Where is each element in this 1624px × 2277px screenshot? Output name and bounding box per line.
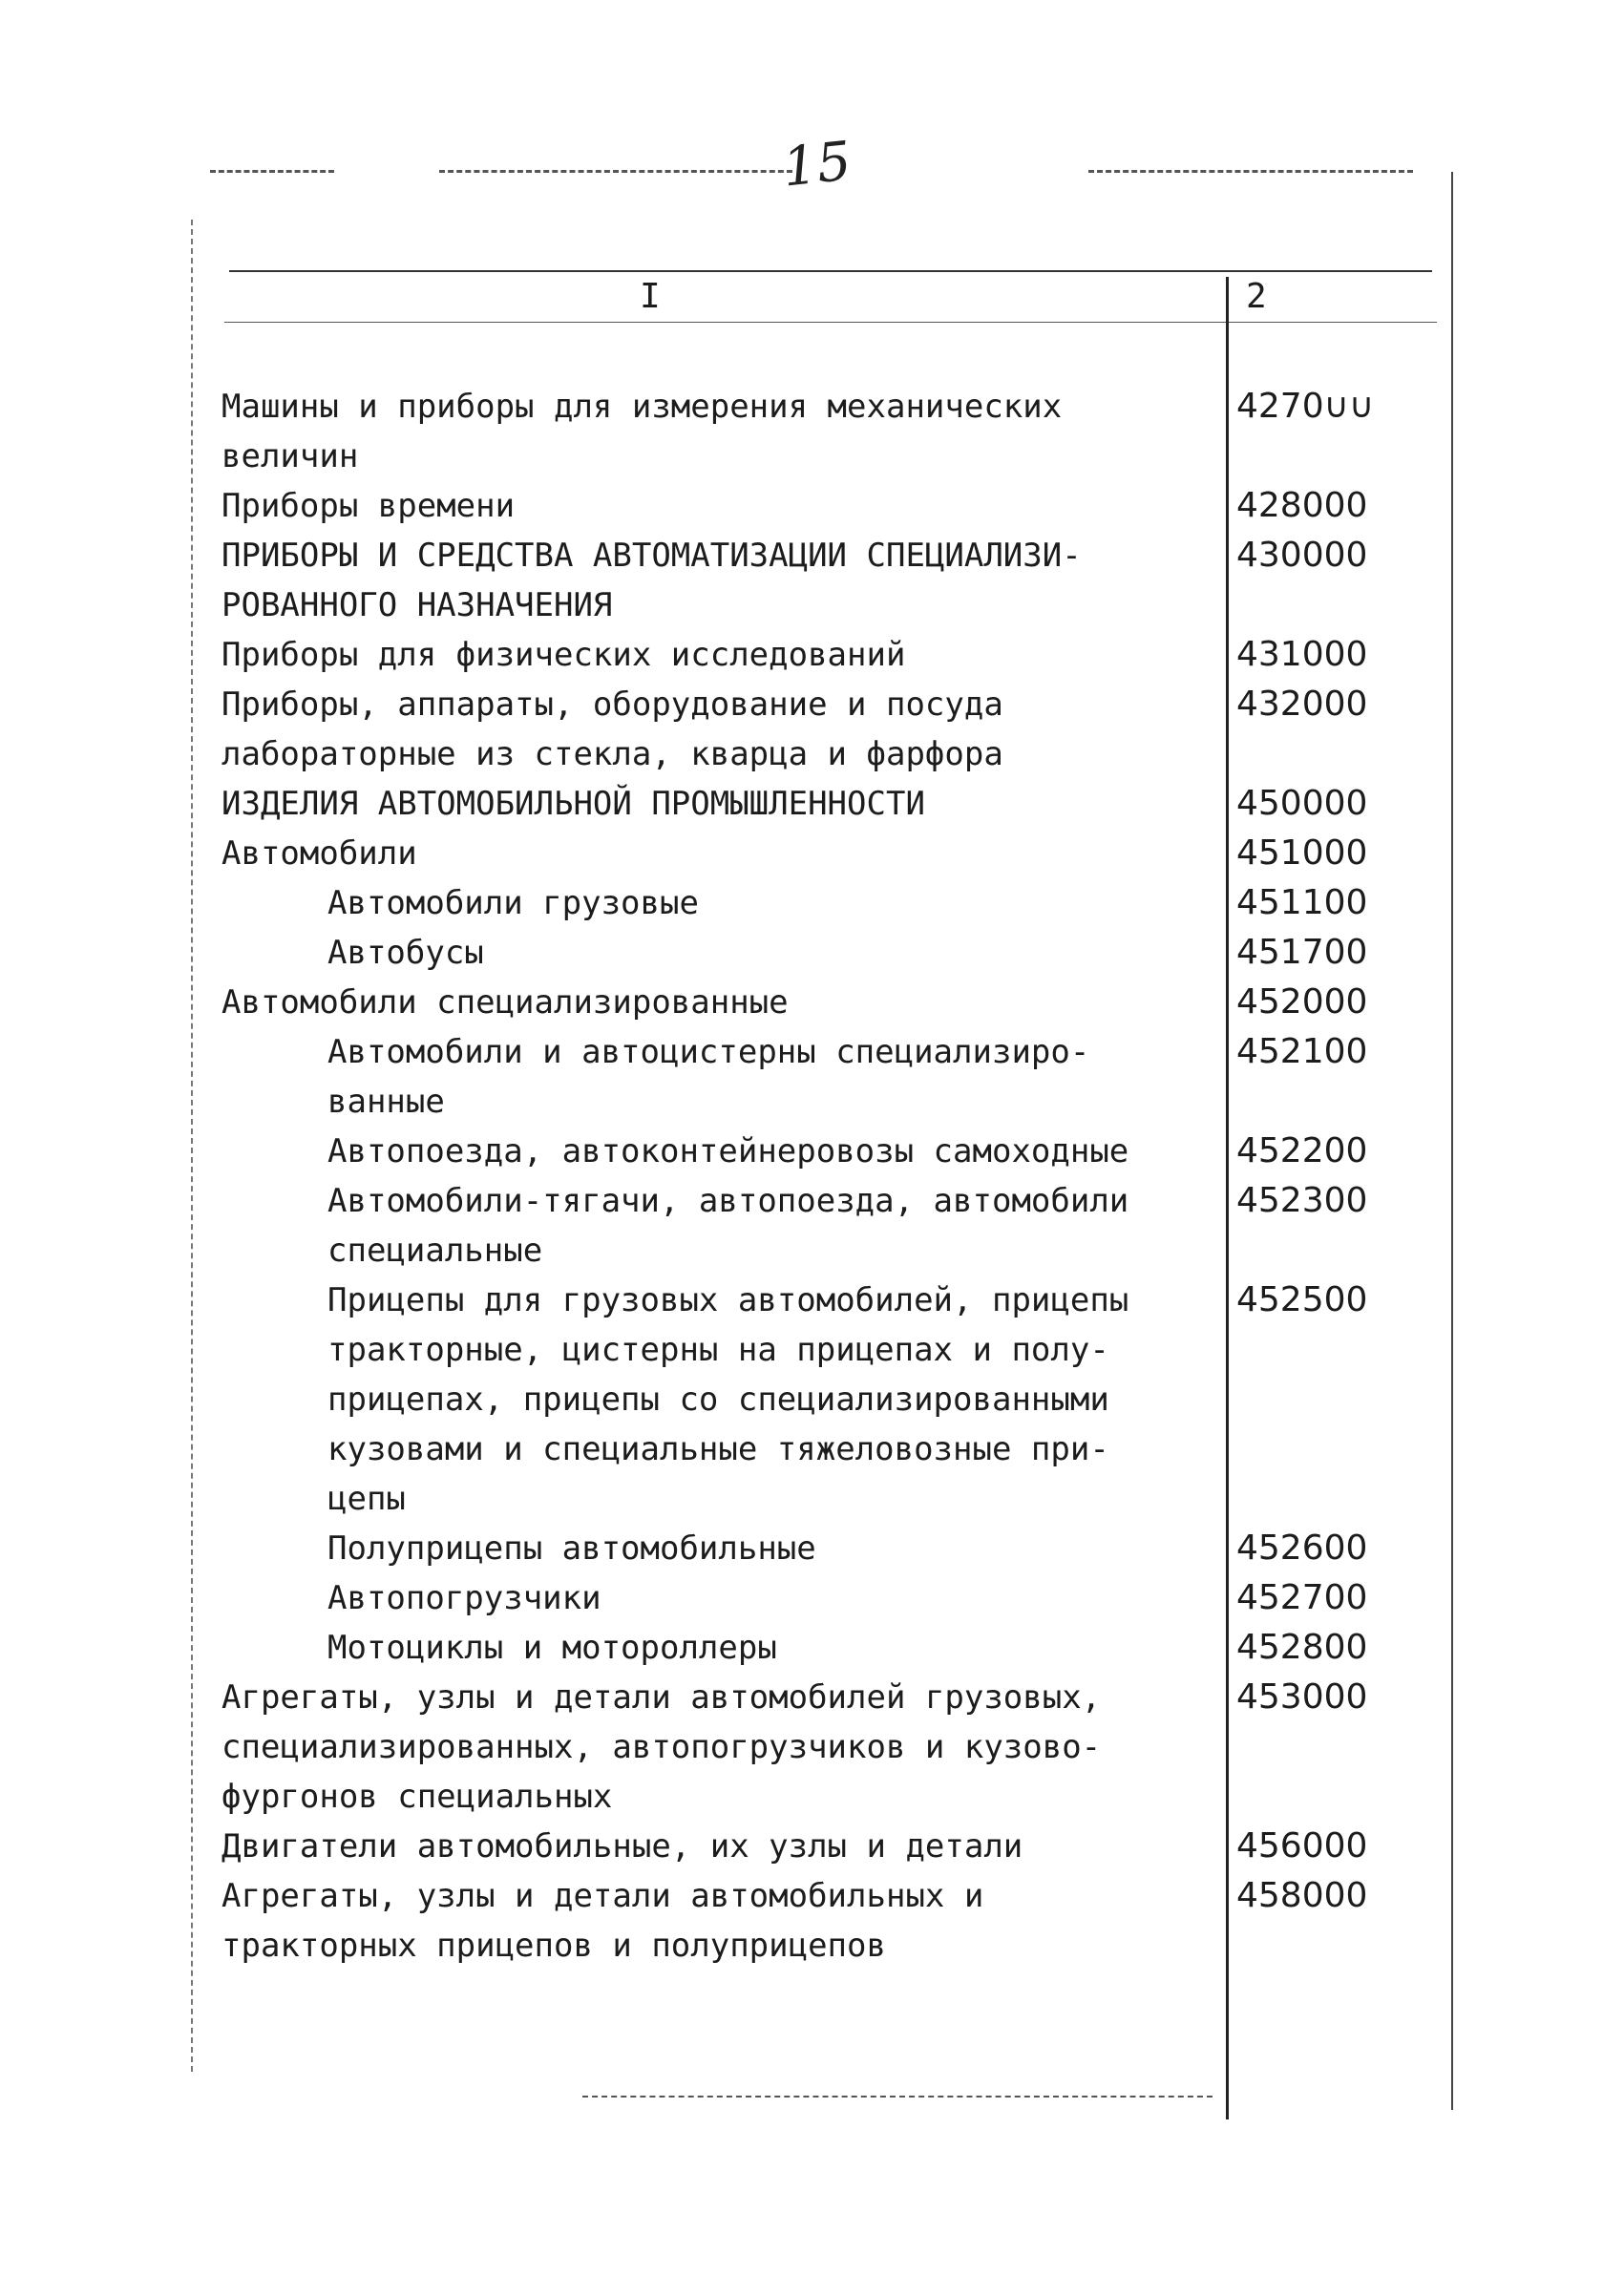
page-number: 15 xyxy=(779,130,854,200)
row-text: Полуприцепы автомобильные xyxy=(327,1529,816,1568)
header-bottom-rule xyxy=(224,322,1437,323)
row-text: Машины и приборы для измерения механических величин xyxy=(221,388,1063,475)
row-code: 452700 xyxy=(1236,1578,1368,1617)
row-text: Агрегаты, узлы и детали автомобильных и тракторных прицепов и полуприцепов xyxy=(221,1877,984,1965)
row-text: Автопогрузчики xyxy=(327,1579,601,1617)
left-margin-marks xyxy=(191,220,193,2072)
column-header-2: 2 xyxy=(1246,277,1267,316)
row-code: 458000 xyxy=(1236,1876,1368,1915)
row-code: 452000 xyxy=(1236,982,1368,1022)
row-text: Автобусы xyxy=(327,934,484,972)
table-top-rule xyxy=(229,270,1432,272)
row-code: 452800 xyxy=(1236,1628,1368,1667)
row-code: 428000 xyxy=(1236,486,1368,525)
row-code: 452200 xyxy=(1236,1131,1368,1170)
row-text: Автомобили и автоцистерны специализиро- ванные xyxy=(327,1033,1090,1121)
row-text: Автомобили xyxy=(221,834,417,873)
row-text: Автомобили грузовые xyxy=(327,884,699,922)
row-text: Автомобили специализированные xyxy=(221,983,789,1022)
row-code: 451700 xyxy=(1236,933,1368,972)
row-code: 452600 xyxy=(1236,1529,1368,1568)
row-text: Агрегаты, узлы и детали автомобилей грузовых, специализированных, автопогрузчиков и кузово- фургонов специальных xyxy=(221,1678,1102,1816)
row-code: 450000 xyxy=(1236,784,1368,823)
row-text: ИЗДЕЛИЯ АВТОМОБИЛЬНОЙ ПРОМЫШЛЕННОСТИ xyxy=(221,785,925,823)
right-edge-line xyxy=(1451,172,1453,2110)
row-code: 432000 xyxy=(1236,685,1368,724)
row-text: Мотоциклы и мотороллеры xyxy=(327,1629,777,1667)
top-dash xyxy=(1088,170,1413,173)
row-text: Прицепы для грузовых автомобилей, прицепы тракторные, цистерны на прицепах и полу- прицепах, прицепы со специализированными кузовами и специальные тяжеловозные при- цепы xyxy=(327,1281,1129,1518)
row-code: 451100 xyxy=(1236,883,1368,922)
row-text: Приборы для физических исследований xyxy=(221,636,906,674)
row-code: 453000 xyxy=(1236,1677,1368,1717)
row-text: ПРИБОРЫ И СРЕДСТВА АВТОМАТИЗАЦИИ СПЕЦИАЛИЗИ- РОВАННОГО НАЗНАЧЕНИЯ xyxy=(221,537,1082,624)
row-code: 452300 xyxy=(1236,1181,1368,1220)
row-code: 452500 xyxy=(1236,1280,1368,1319)
top-dash xyxy=(210,170,334,173)
row-text: Приборы времени xyxy=(221,487,516,525)
row-text: Автопоезда, автоконтейнеровозы самоходные xyxy=(327,1132,1129,1170)
row-code: 4270∪∪ xyxy=(1236,387,1375,426)
row-code: 452100 xyxy=(1236,1032,1368,1071)
row-code: 430000 xyxy=(1236,536,1368,575)
row-text: Приборы, аппараты, оборудование и посуда лабораторные из стекла, кварца и фарфора xyxy=(221,685,1003,773)
row-code: 456000 xyxy=(1236,1826,1368,1866)
row-text: Двигатели автомобильные, их узлы и детали xyxy=(221,1827,1023,1866)
column-header-1: I xyxy=(640,277,661,316)
row-code: 431000 xyxy=(1236,635,1368,674)
row-code: 451000 xyxy=(1236,833,1368,873)
bottom-dash xyxy=(582,2096,1213,2098)
row-text: Автомобили-тягачи, автопоезда, автомобили специальные xyxy=(327,1182,1129,1270)
top-dash xyxy=(439,170,792,173)
